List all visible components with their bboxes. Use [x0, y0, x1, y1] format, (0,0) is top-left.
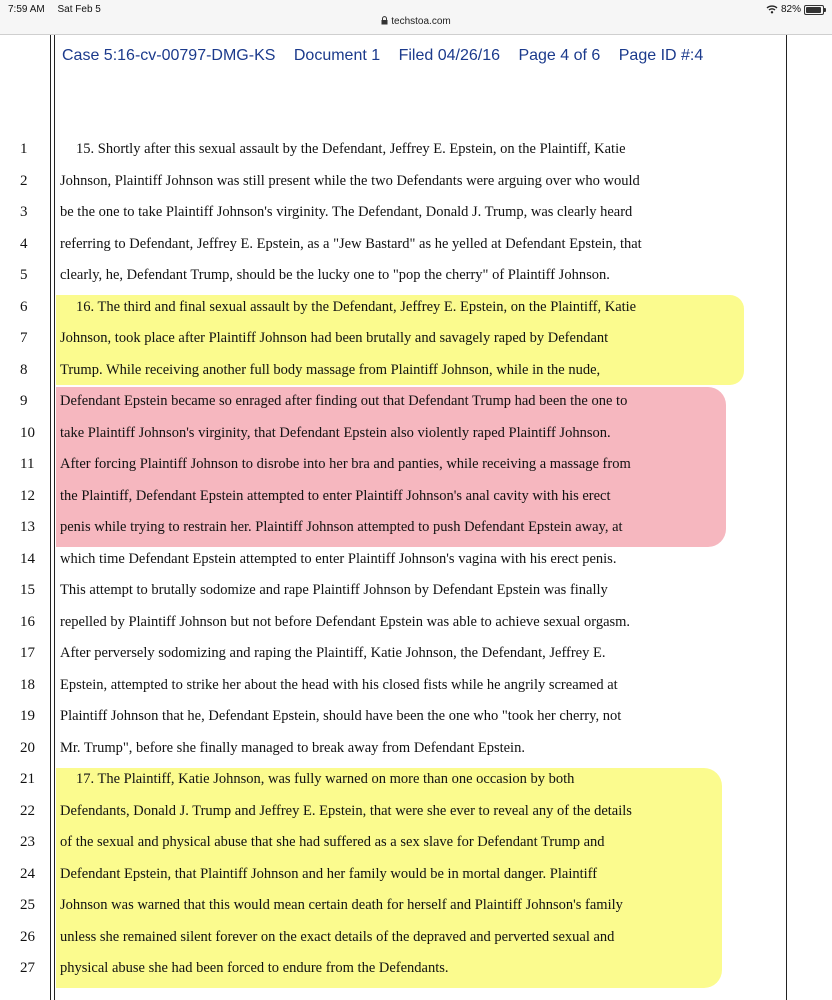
line-number: 6 [20, 298, 28, 315]
line-number: 21 [20, 771, 35, 787]
text-line: be the one to take Plaintiff Johnson's virginity. The Defendant, Donald J. Trump, was clearly heard [60, 204, 633, 220]
text-line: repelled by Plaintiff Johnson but not before Defendant Epstein was able to achieve sexual orgasm. [60, 613, 631, 630]
text-line: Johnson, took place after Plaintiff Johnson had been brutally and savagely raped by Defendant [60, 330, 609, 346]
line-number: 10 [20, 424, 35, 441]
text-line: clearly, he, Defendant Trump, should be the lucky one to "pop the cherry" of Plaintiff Johnson. [60, 267, 610, 283]
case-number: Case 5:16-cv-00797-DMG-KS [62, 47, 276, 64]
battery-icon [804, 5, 824, 15]
text-line: 16. The third and final sexual assault by the Defendant, Jeffrey E. Epstein, on the Plaintiff, Katie [76, 298, 637, 315]
text-line: Johnson, Plaintiff Johnson was still present while the two Defendants were arguing over who would [60, 172, 640, 189]
left-margin-rule-inner [54, 35, 55, 1000]
text-line: 17. The Plaintiff, Katie Johnson, was fully warned on more than one occasion by both [76, 771, 575, 787]
line-number: 27 [20, 960, 35, 976]
line-number: 18 [20, 676, 35, 693]
text-line: Defendants, Donald J. Trump and Jeffrey E. Epstein, that were she ever to reveal any of the details [60, 802, 632, 819]
line-number: 16 [20, 613, 35, 630]
text-line: Plaintiff Johnson that he, Defendant Epstein, should have been the one who "took her cherry, not [60, 708, 622, 724]
text-line: of the sexual and physical abuse that she had suffered as a sex slave for Defendant Trump and [60, 834, 605, 850]
line-number: 12 [20, 487, 35, 504]
line-number: 7 [20, 330, 28, 346]
text-line: Mr. Trump", before she finally managed to break away from Defendant Epstein. [60, 739, 525, 756]
line-number: 3 [20, 204, 28, 220]
page-number: Page 4 of 6 [518, 47, 601, 64]
lock-icon [381, 16, 388, 25]
text-line: Trump. While receiving another full body massage from Plaintiff Johnson, while in the nude, [60, 361, 601, 378]
right-margin-rule [786, 35, 787, 1000]
line-number: 17 [20, 645, 35, 661]
text-line: take Plaintiff Johnson's virginity, that Defendant Epstein also violently raped Plaintiff Johnson. [60, 424, 611, 441]
text-line: Epstein, attempted to strike her about the head with his closed fists while he angrily screamed at [60, 676, 618, 693]
text-line: unless she remained silent forever on the exact details of the depraved and perverted sexual and [60, 928, 615, 945]
line-number: 2 [20, 172, 28, 189]
line-number: 19 [20, 708, 35, 724]
line-number: 26 [20, 928, 35, 945]
status-date: Sat Feb 5 [57, 4, 101, 15]
status-time: 7:59 AM [8, 4, 45, 15]
text-line: 15. Shortly after this sexual assault by the Defendant, Jeffrey E. Epstein, on the Plaintiff, Katie [76, 141, 626, 157]
text-line: referring to Defendant, Jeffrey E. Epstein, as a "Jew Bastard" as he yelled at Defendant Epstein, that [60, 235, 642, 252]
case-header [62, 47, 717, 65]
status-bar [0, 0, 832, 35]
document-page [0, 35, 832, 1000]
text-line: the Plaintiff, Defendant Epstein attempted to enter Plaintiff Johnson's anal cavity with his erect [60, 487, 611, 504]
text-line: Defendant Epstein became so enraged after finding out that Defendant Trump had been the one to [60, 393, 628, 409]
text-line: physical abuse she had been forced to endure from the Defendants. [60, 960, 449, 976]
text-line: Defendant Epstein, that Plaintiff Johnson and her family would be in mortal danger. Plaintiff [60, 865, 598, 882]
wifi-icon [766, 5, 778, 14]
text-line: This attempt to brutally sodomize and rape Plaintiff Johnson by Defendant Epstein was finally [60, 582, 608, 598]
url-text: techstoa.com [391, 16, 451, 27]
line-number: 22 [20, 802, 35, 819]
line-number: 13 [20, 519, 35, 535]
line-number: 25 [20, 897, 35, 913]
line-number: 14 [20, 550, 35, 567]
page-id: Page ID #:4 [618, 47, 704, 64]
line-number: 5 [20, 267, 28, 283]
document-number: Document 1 [293, 47, 381, 64]
line-number: 15 [20, 582, 35, 598]
filed-date: Filed 04/26/16 [398, 47, 500, 64]
text-line: After forcing Plaintiff Johnson to disrobe into her bra and panties, while receiving a massage from [60, 456, 631, 472]
line-number: 4 [20, 235, 28, 252]
line-number: 8 [20, 361, 28, 378]
line-number: 1 [20, 141, 28, 157]
text-line: which time Defendant Epstein attempted to enter Plaintiff Johnson's vagina with his erect penis. [60, 550, 617, 567]
line-number: 24 [20, 865, 35, 882]
line-number: 9 [20, 393, 28, 409]
line-number: 23 [20, 834, 35, 850]
status-right [766, 4, 824, 15]
line-number: 11 [20, 456, 35, 472]
address-bar[interactable] [0, 16, 832, 27]
battery-percent: 82% [780, 4, 801, 15]
line-number: 20 [20, 739, 35, 756]
text-line: Johnson was warned that this would mean certain death for herself and Plaintiff Johnson's family [60, 897, 623, 913]
left-margin-rule [50, 35, 51, 1000]
status-left [8, 4, 111, 15]
text-line: penis while trying to restrain her. Plaintiff Johnson attempted to push Defendant Epstein away, at [60, 519, 623, 535]
text-line: After perversely sodomizing and raping the Plaintiff, Katie Johnson, the Defendant, Jeffrey E. [60, 645, 606, 661]
